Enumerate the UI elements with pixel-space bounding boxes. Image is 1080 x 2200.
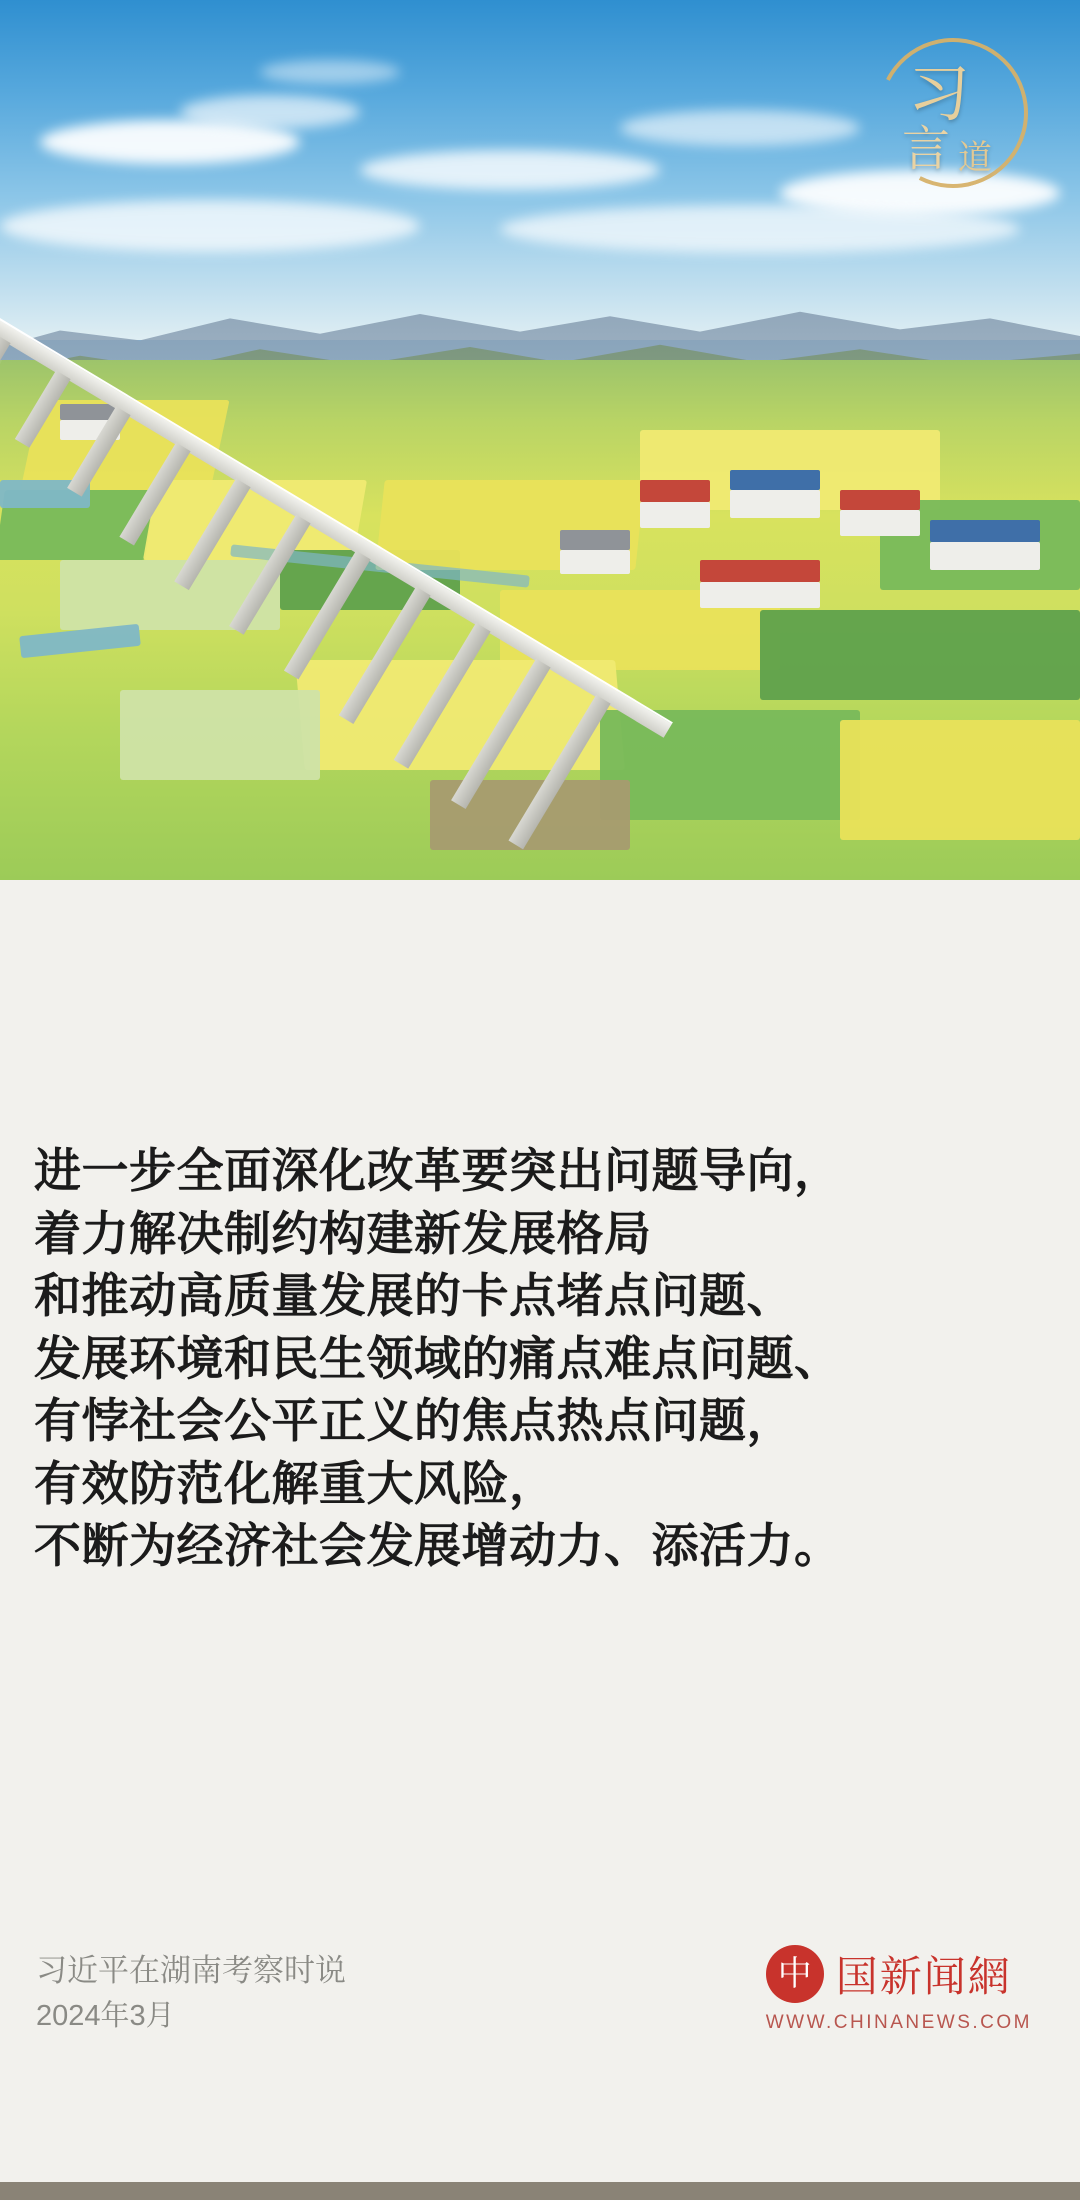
- field-patch: [840, 720, 1080, 840]
- chinanews-url: WWW.CHINANEWS.COM: [765, 2012, 1032, 2033]
- cloud: [360, 150, 660, 190]
- bridge-pier: [284, 551, 371, 680]
- attribution-speaker: 习近平在湖南考察时说: [36, 1953, 346, 1988]
- chinanews-name: 国新闻網: [835, 1952, 1012, 2001]
- bridge-pier: [229, 515, 311, 635]
- cloud: [500, 205, 1020, 253]
- quote-line: 进一步全面深化改革要突出问题导向，: [34, 1144, 842, 1197]
- quote-line: 和推动高质量发展的卡点堵点问题、: [34, 1269, 794, 1322]
- village-roof: [730, 470, 820, 490]
- logo-char-xi: 习: [908, 57, 971, 130]
- logo-char-yan: 言: [902, 121, 951, 177]
- quote-line: 有效防范化解重大风险，: [34, 1456, 557, 1510]
- bridge-pier: [15, 370, 71, 447]
- cloud: [180, 95, 360, 129]
- village-roof: [560, 530, 630, 550]
- quote-line: 着力解决制约构建新发展格局: [34, 1206, 652, 1260]
- bridge-pier: [451, 659, 551, 809]
- cloud: [0, 200, 420, 252]
- chinanews-logo: [766, 1944, 1032, 2034]
- xi-yan-dao-logo: [878, 38, 1028, 188]
- bridge-pier: [67, 406, 131, 496]
- hero-photo: [0, 0, 1080, 880]
- village-roof: [700, 560, 820, 582]
- village-roof: [930, 520, 1040, 542]
- village-roof: [840, 490, 920, 510]
- attribution-date: 2024年3月: [36, 1999, 175, 2032]
- footer-bar: [0, 2182, 1080, 2200]
- bridge-pier: [119, 442, 190, 545]
- quote-line: 不断为经济社会发展增动力、添活力。: [34, 1519, 842, 1572]
- bridge-pier: [339, 587, 431, 724]
- village-wall: [700, 582, 820, 608]
- bridge-pier: [0, 334, 11, 394]
- village-wall: [640, 502, 710, 528]
- field-patch: [760, 610, 1080, 700]
- logo-char-dao: 道: [958, 138, 992, 178]
- quote-line: 发展环境和民生领域的痛点难点问题、: [34, 1331, 842, 1385]
- village-roof: [640, 480, 710, 502]
- chinanews-logo-row: [766, 1944, 1032, 2004]
- quote-section: [0, 880, 1080, 2130]
- attribution: [36, 1948, 346, 2038]
- cloud: [260, 60, 400, 84]
- village-wall: [730, 490, 820, 518]
- village-wall: [930, 542, 1040, 570]
- bridge-pier: [174, 479, 250, 591]
- quote-line: 有悖社会公平正义的焦点热点问题，: [34, 1394, 794, 1447]
- village-wall: [840, 510, 920, 536]
- quote-block: [34, 1140, 1044, 1578]
- chinanews-seal-icon: 中: [766, 1945, 824, 2003]
- village-wall: [560, 550, 630, 574]
- bridge-pier: [509, 695, 611, 849]
- bridge-pier: [394, 623, 491, 769]
- cloud: [620, 110, 860, 146]
